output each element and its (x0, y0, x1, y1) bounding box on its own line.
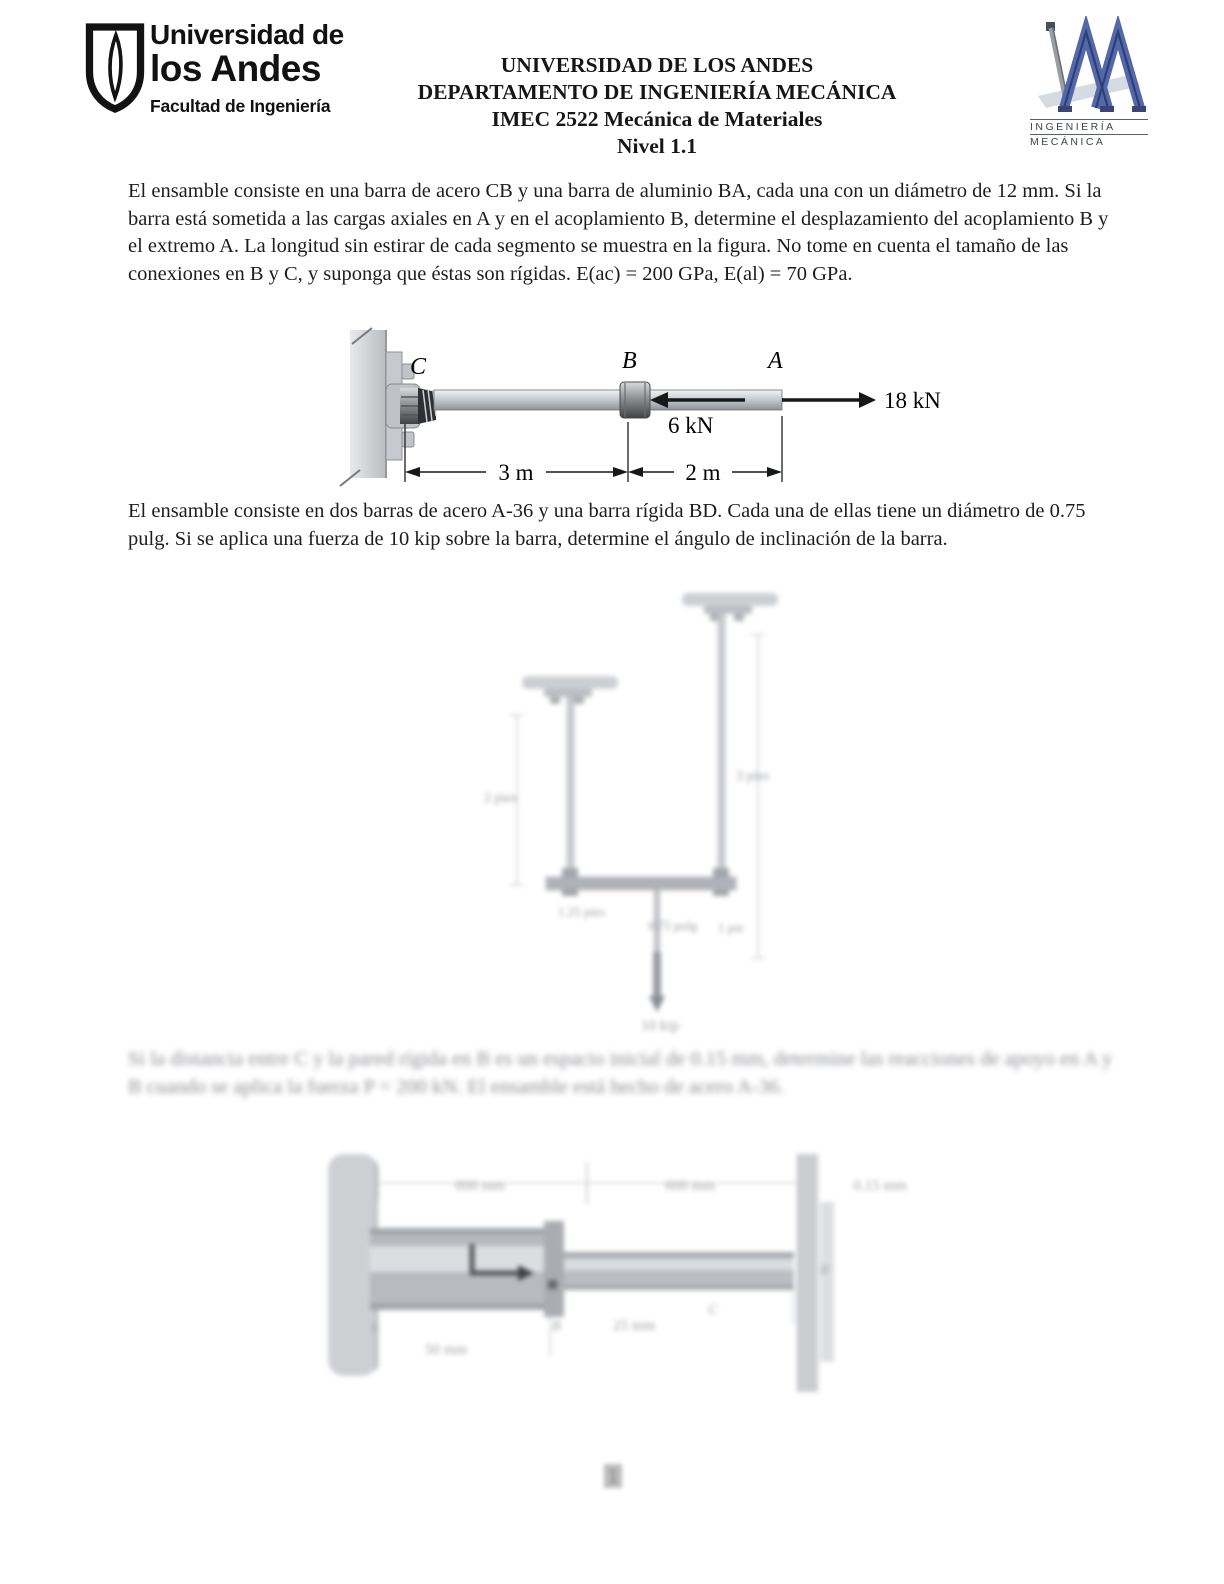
dia-thick-blurred: 50 mm (424, 1342, 468, 1358)
label-a: A (768, 348, 783, 374)
dia-thin-blurred: 25 mm (612, 1318, 656, 1334)
page-title (312, 52, 1002, 160)
page-number (602, 1464, 624, 1494)
title-line-4: Nivel 1.1 (616, 134, 698, 158)
dimension-2m (628, 460, 782, 485)
page-number-value: 1 (604, 1464, 623, 1488)
force-arrow-18kn (782, 392, 876, 408)
logo-line1: Universidad de (150, 19, 344, 50)
load-label-blurred: 10 kip (641, 1018, 679, 1034)
label-c-blurred: C (708, 1303, 718, 1318)
rod-diameter-blurred: 0.75 pulg (648, 918, 698, 933)
force-6kn-label: 6 kN (668, 413, 714, 438)
right-support (682, 593, 778, 621)
center-rod-load (649, 890, 665, 1012)
figure-hanging-rods-blurred (470, 580, 830, 1038)
dim-seg2-blurred: 600 mm (665, 1178, 715, 1194)
rigid-bar (546, 868, 736, 896)
uniandes-shield-icon (84, 20, 146, 116)
ingenieria-mecanica-logo (1026, 16, 1176, 156)
mecanica-m-icon (1026, 16, 1156, 118)
label-c: C (410, 354, 427, 380)
title-line-2: DEPARTAMENTO DE INGENIERÍA MECÁNICA (417, 80, 897, 104)
problem3-text-blurred: Si la distancia entre C y la pared rígida en B es un espacio inicial de 0.15 mm, determine las reacciones de apoyo en A y B cuando se aplica la fuerza P = 200 kN. El ensamble está hecho de acero A-36. (128, 1048, 1113, 1098)
logo-subtitle: Facultad de Ingeniería (150, 96, 331, 116)
dim-seg1-blurred: 600 mm (455, 1178, 505, 1194)
thin-segment (564, 1252, 794, 1290)
gap-label-blurred: 0.15 mm (853, 1178, 907, 1194)
logo-right-word1: INGENIERÍA (1030, 119, 1148, 134)
right-dimension (751, 635, 765, 958)
problem2-text: El ensamble consiste en dos barras de acero A-36 y una barra rígida BD. Cada una de ellas tiene un diámetro de 0.75 pulg. Si se aplica una fuerza de 10 kip sobre la barra, determine el ángulo de inclinación de la barra. (128, 500, 1086, 550)
dim-left-label-blurred: 2 pies (484, 791, 518, 806)
right-rod (718, 614, 725, 877)
dimension-3m (405, 460, 628, 485)
title-line-3: IMEC 2522 Mecánica de Materiales (491, 107, 823, 131)
wall (340, 328, 386, 486)
bar-dim-left-blurred: 1.25 pies (558, 904, 605, 919)
title-line-1: UNIVERSIDAD DE LOS ANDES (500, 53, 814, 77)
dim-3m-label: 3 m (498, 460, 534, 485)
logo-right-word2: MECÁNICA (1030, 134, 1148, 149)
dim-right-label-blurred: 3 pies (736, 769, 770, 784)
figure-axial-bar (330, 326, 950, 496)
dim-2m-label: 2 m (685, 460, 721, 485)
left-rod (567, 697, 574, 877)
label-b2-blurred: B' (820, 1262, 831, 1277)
force-18kn-label: 18 kN (884, 388, 941, 413)
coupling-b (620, 382, 650, 418)
bar-dim-right-blurred: 1 pie (718, 920, 744, 935)
top-dimension (378, 1162, 796, 1204)
label-a-blurred: A (370, 1321, 379, 1336)
label-b: B (622, 348, 637, 374)
thick-segment (370, 1221, 564, 1317)
problem1-text: El ensamble consiste en una barra de acero CB y una barra de aluminio BA, cada una con un diámetro de 12 mm. Si la barra está sometida a las cargas axiales en A y en el acoplamiento B, determine el desplazamiento del acoplamiento B y el extremo A. La longitud sin estirar de cada segmento se muestra en la figura. No tome en cuenta el tamaño de las conexiones en B y C, y suponga que éstas son rígidas. E(ac) = 200 GPa, E(al) = 70 GPa. (128, 180, 1109, 285)
rod-cb (434, 390, 622, 410)
figure-stepped-bar-blurred (320, 1142, 960, 1400)
logo-line2: los Andes (150, 48, 321, 89)
label-b-blurred: B (552, 1319, 561, 1334)
